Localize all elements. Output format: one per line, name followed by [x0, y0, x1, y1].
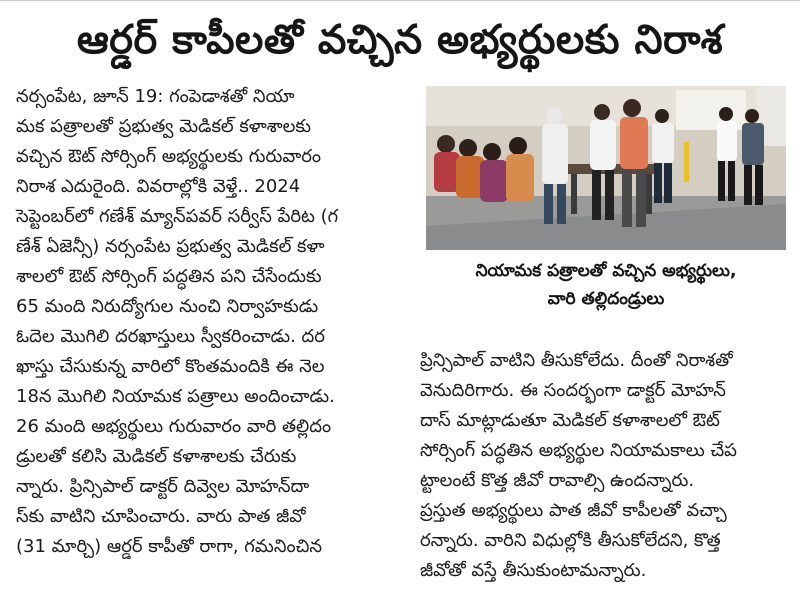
text-line: శాలలో ఔట్ సోర్సింగ్ పద్ధతిన పని చేసేందుకు: [16, 266, 322, 287]
photo-caption-line: నియామక పత్రాలతో వచ్చిన అభ్యర్థులు,: [475, 261, 737, 281]
text-line: ఓదెల మొగిలి దరఖాస్తులు స్వీకరించాడు. దర: [16, 326, 325, 347]
text-line: 18న మొగిలి నియామక పత్రాలు అందించాడు.: [16, 386, 335, 407]
text-line: నర్సంపేట, జూన్ 19: గంపెడాశతో నియా: [16, 86, 295, 107]
text-line: న్నారు. ప్రిన్సిపాల్ డాక్టర్ దివ్వెల మోహన్‌దా: [16, 476, 310, 497]
text-line: ఖాస్తు చేసుకున్న వారిలో కొంతమందికి ఈ నెల: [16, 356, 325, 377]
text-line: సోర్సింగ్ పద్ధతిన అభ్యర్థుల నియామకాలు చేప: [420, 440, 737, 461]
cropped-text-edge: [0, 0, 800, 6]
text-line: జీవోతో వస్తే తీసుకుంటామన్నారు.: [420, 560, 647, 581]
text-line: స్‌కు వాటిని చూపించారు. వారు పాత జీవో: [16, 506, 306, 527]
text-line: దాస్ మాట్లాడుతూ మెడికల్ కళాశాలలో ఔట్: [420, 410, 720, 431]
text-line: డ్రులతో కలిసి మెడికల్ కళాశాలకు చేరుకు: [16, 446, 297, 467]
text-line: (31 మార్చి) ఆర్డర్ కాపీతో రాగా, గమనించిన: [16, 536, 323, 557]
photo-caption-line: వారి తల్లిదండ్రులు: [547, 289, 665, 309]
text-line: 65 మంది నిరుద్యోగుల నుంచి నిర్వాహకుడు: [16, 296, 319, 317]
text-line: ణేశ్ ఏజెన్సీ) నర్సంపేట ప్రభుత్వ మెడికల్ కళా: [16, 236, 325, 257]
text-line: సెప్టెంబర్‌లో గణేశ్ మ్యాన్‌పవర్ సర్వీస్ పేరిట (గ: [16, 206, 339, 227]
text-line: ప్రస్తుత అభ్యర్థులు పాత జీవో కాపీలతో వచ్చా: [420, 500, 727, 521]
article-column-right: [420, 346, 792, 586]
text-line: ప్రిన్సిపాల్ వాటిని తీసుకోలేదు. దీంతో నిరాశతో: [420, 350, 733, 371]
text-line: రన్నారు. వారిని విధుల్లోకి తీసుకోలేదని, కొత్త: [420, 530, 721, 551]
article-headline: ఆర్డర్ కాపీలతో వచ్చిన అభ్యర్థులకు నిరాశ: [76, 17, 724, 63]
photo-illustration: [426, 86, 786, 250]
news-photo: [426, 86, 786, 250]
text-line: వెనుదిరిగారు. ఈ సందర్భంగా డాక్టర్ మోహన్: [420, 380, 726, 401]
text-line: వచ్చిన ఔట్ సోర్సింగ్ అభ్యర్థులకు గురువారం: [16, 146, 322, 167]
text-line: 26 మంది అభ్యర్థులు గురువారం వారి తల్లిదం: [16, 416, 332, 437]
text-line: మక పత్రాలతో ప్రభుత్వ మెడికల్ కళాశాలకు: [16, 116, 311, 137]
photo-caption: [426, 257, 786, 313]
text-line: నిరాశ ఎదురైంది. వివరాల్లోకి వెళ్తే.. 2024: [16, 176, 301, 197]
text-line: ట్టాలంటే కొత్త జీవో రావాల్సి ఉందన్నారు.: [420, 470, 695, 491]
article-column-left: [16, 82, 408, 562]
